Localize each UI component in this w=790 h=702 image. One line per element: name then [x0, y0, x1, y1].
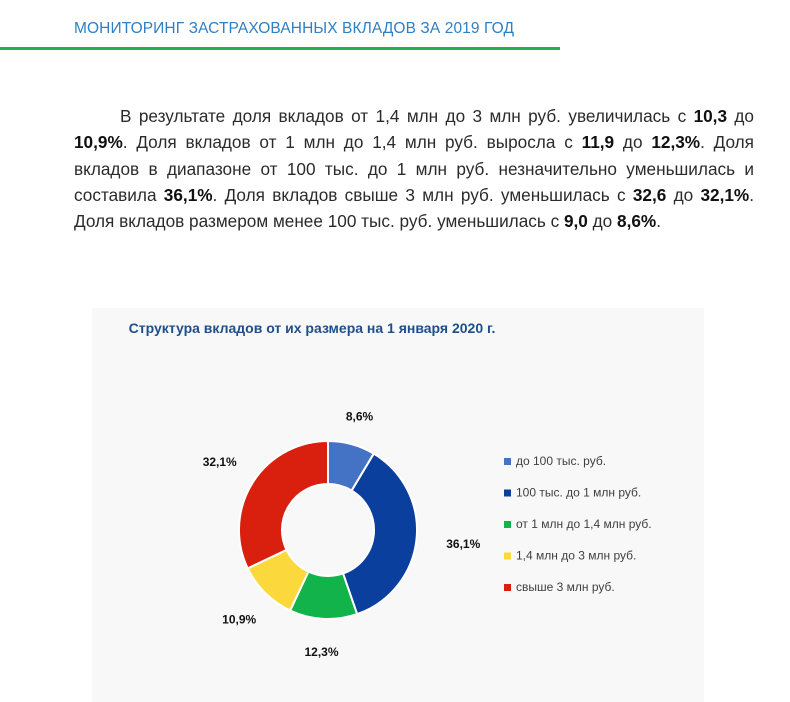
text-segment: . Доля вкладов размером менее 100 тыс. руб. уменьшилась с — [74, 184, 754, 231]
page-header-title: МОНИТОРИНГ ЗАСТРАХОВАННЫХ ВКЛАДОВ ЗА 2019 ГОД — [74, 20, 515, 37]
text-segment: до — [614, 132, 652, 153]
chart-panel — [92, 308, 704, 702]
text-segment: . Доля вкладов от 1 млн до 1,4 млн руб. выросла с — [122, 132, 582, 153]
text-segment: до — [666, 184, 701, 205]
text-segment: до — [587, 211, 618, 231]
legend-label: до 100 тыс. руб. — [516, 454, 607, 468]
slice-data-label: 12,3% — [304, 644, 339, 659]
text-segment: . — [656, 211, 661, 231]
legend-swatch — [504, 490, 511, 497]
donut-slices — [239, 441, 417, 619]
slice-data-label: 8,6% — [345, 409, 374, 424]
body-paragraph — [74, 103, 754, 234]
legend-label: 100 тыс. до 1 млн руб. — [516, 485, 642, 500]
bold-value: 8,6% — [617, 211, 657, 231]
donut-chart — [92, 308, 704, 702]
chart-title: Структура вкладов от их размера на 1 января 2020 г. — [128, 320, 496, 336]
legend-label: от 1 млн до 1,4 млн руб. — [516, 517, 652, 531]
bold-value: 36,1% — [163, 184, 213, 205]
legend-swatch — [504, 584, 511, 591]
text-segment: . Доля вкладов свыше 3 млн руб. уменьшилась с — [212, 184, 633, 205]
text-segment: В результате доля вкладов от 1,4 млн до 3 млн руб. увеличилась с — [120, 106, 694, 127]
header-divider — [0, 47, 560, 50]
legend-swatch — [504, 458, 511, 465]
text-segment: . Доля вкладов в диапазоне от 100 тыс. до 1 млн руб. незначительно уменьшилась и составила — [74, 132, 754, 205]
bold-value: 11,9 — [581, 132, 615, 153]
bold-value: 12,3% — [651, 132, 701, 153]
bold-value: 9,0 — [563, 211, 588, 231]
legend-swatch — [504, 521, 511, 528]
legend-swatch — [504, 553, 511, 560]
bold-value: 10,9% — [74, 132, 123, 153]
legend-label: свыше 3 млн руб. — [516, 580, 615, 594]
bold-value: 10,3 — [693, 106, 728, 127]
chart-legend — [504, 454, 652, 594]
slice-data-label: 36,1% — [446, 537, 481, 552]
slice-data-label: 32,1% — [202, 454, 237, 469]
bold-value: 32,6 — [632, 184, 667, 205]
legend-label: 1,4 млн до 3 млн руб. — [516, 548, 637, 563]
slice-data-label: 10,9% — [222, 612, 257, 627]
text-segment: до — [727, 106, 754, 127]
donut-slice — [239, 441, 328, 568]
bold-value: 32,1% — [700, 184, 750, 205]
